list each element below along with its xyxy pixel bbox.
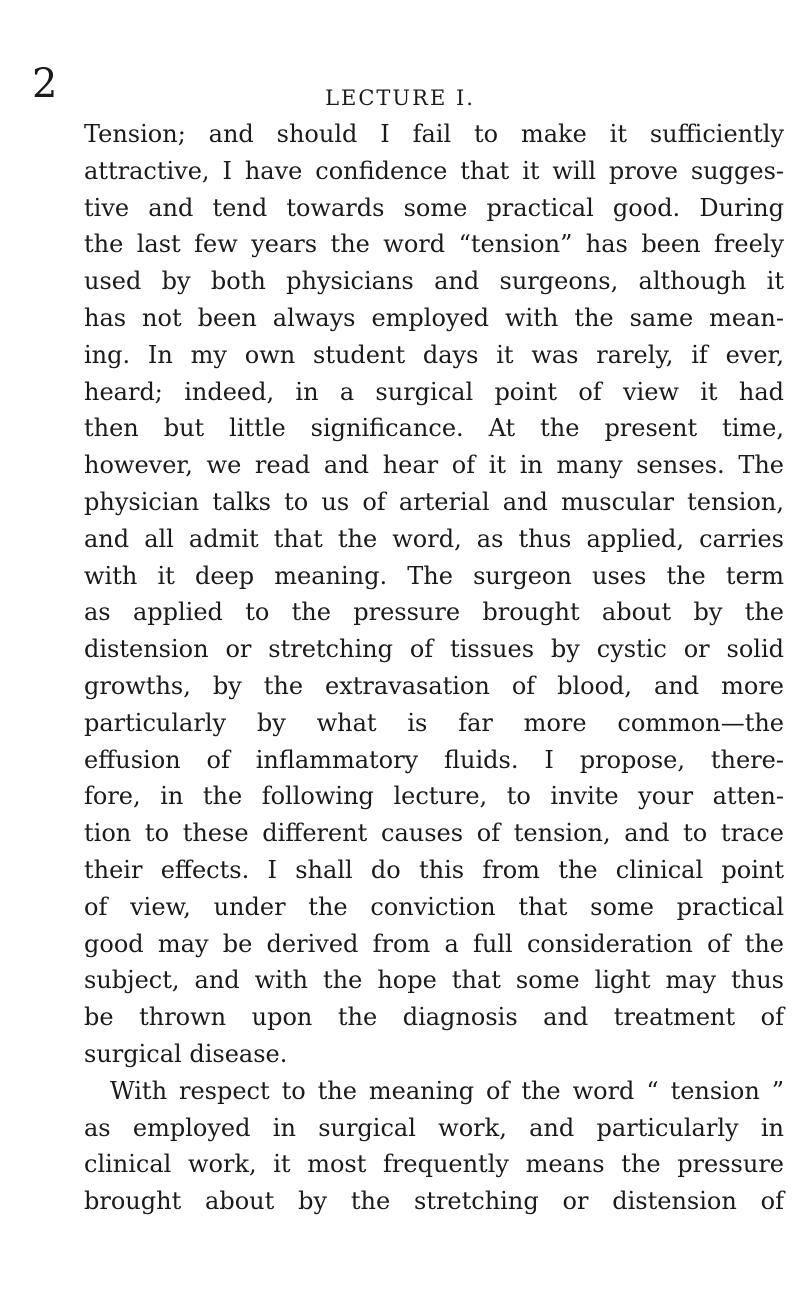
text-line: their effects. I shall do this from the clinical point [84, 855, 784, 884]
running-head: LECTURE I. [325, 86, 475, 110]
text-line: however, we read and hear of it in many senses. The [84, 451, 784, 480]
text-line: the last few years the word “tension” has been freely [84, 230, 784, 259]
text-line: attractive, I have confidence that it will prove sugges- [84, 156, 784, 185]
text-line: fore, in the following lecture, to invite your atten- [84, 782, 784, 811]
text-line: used by both physicians and surgeons, although it [84, 267, 784, 296]
body-text [84, 116, 784, 1220]
text-line: subject, and with the hope that some light may thus [84, 966, 784, 995]
paragraph-end-line: surgical disease. [84, 1039, 288, 1068]
text-line: heard; indeed, in a surgical point of view it had [84, 377, 784, 406]
text-line: effusion of inflammatory fluids. I propose, there- [84, 745, 784, 774]
text-line: then but little significance. At the present time, [84, 414, 784, 443]
text-line: has not been always employed with the same mean- [84, 303, 784, 332]
text-line: be thrown upon the diagnosis and treatment of [84, 1003, 784, 1032]
text-line: physician talks to us of arterial and muscular tension, [84, 487, 784, 516]
paragraph-start-line: With respect to the meaning of the word “ tension ” [110, 1076, 784, 1105]
text-line: Tension; and should I fail to make it sufficiently [84, 120, 784, 148]
text-line: tive and tend towards some practical good. During [84, 193, 784, 222]
text-line: particularly by what is far more common—the [84, 708, 784, 737]
text-line: distension or stretching of tissues by cystic or solid [84, 635, 784, 664]
text-line: with it deep meaning. The surgeon uses the term [84, 561, 784, 590]
text-line: clinical work, it most frequently means the pressure [84, 1150, 784, 1179]
text-line: tion to these different causes of tension, and to trace [84, 819, 784, 848]
text-line: as employed in surgical work, and particularly in [84, 1113, 784, 1142]
text-line: brought about by the stretching or distension of [84, 1187, 784, 1216]
text-line: of view, under the conviction that some practical [84, 892, 784, 921]
page-number: 2 [32, 61, 58, 107]
text-line: and all admit that the word, as thus applied, carries [84, 524, 784, 553]
text-line: ing. In my own student days it was rarely, if ever, [84, 340, 784, 369]
text-line: as applied to the pressure brought about by the [84, 598, 784, 627]
text-line: growths, by the extravasation of blood, and more [84, 671, 784, 700]
text-line: good may be derived from a full consideration of the [84, 929, 784, 958]
